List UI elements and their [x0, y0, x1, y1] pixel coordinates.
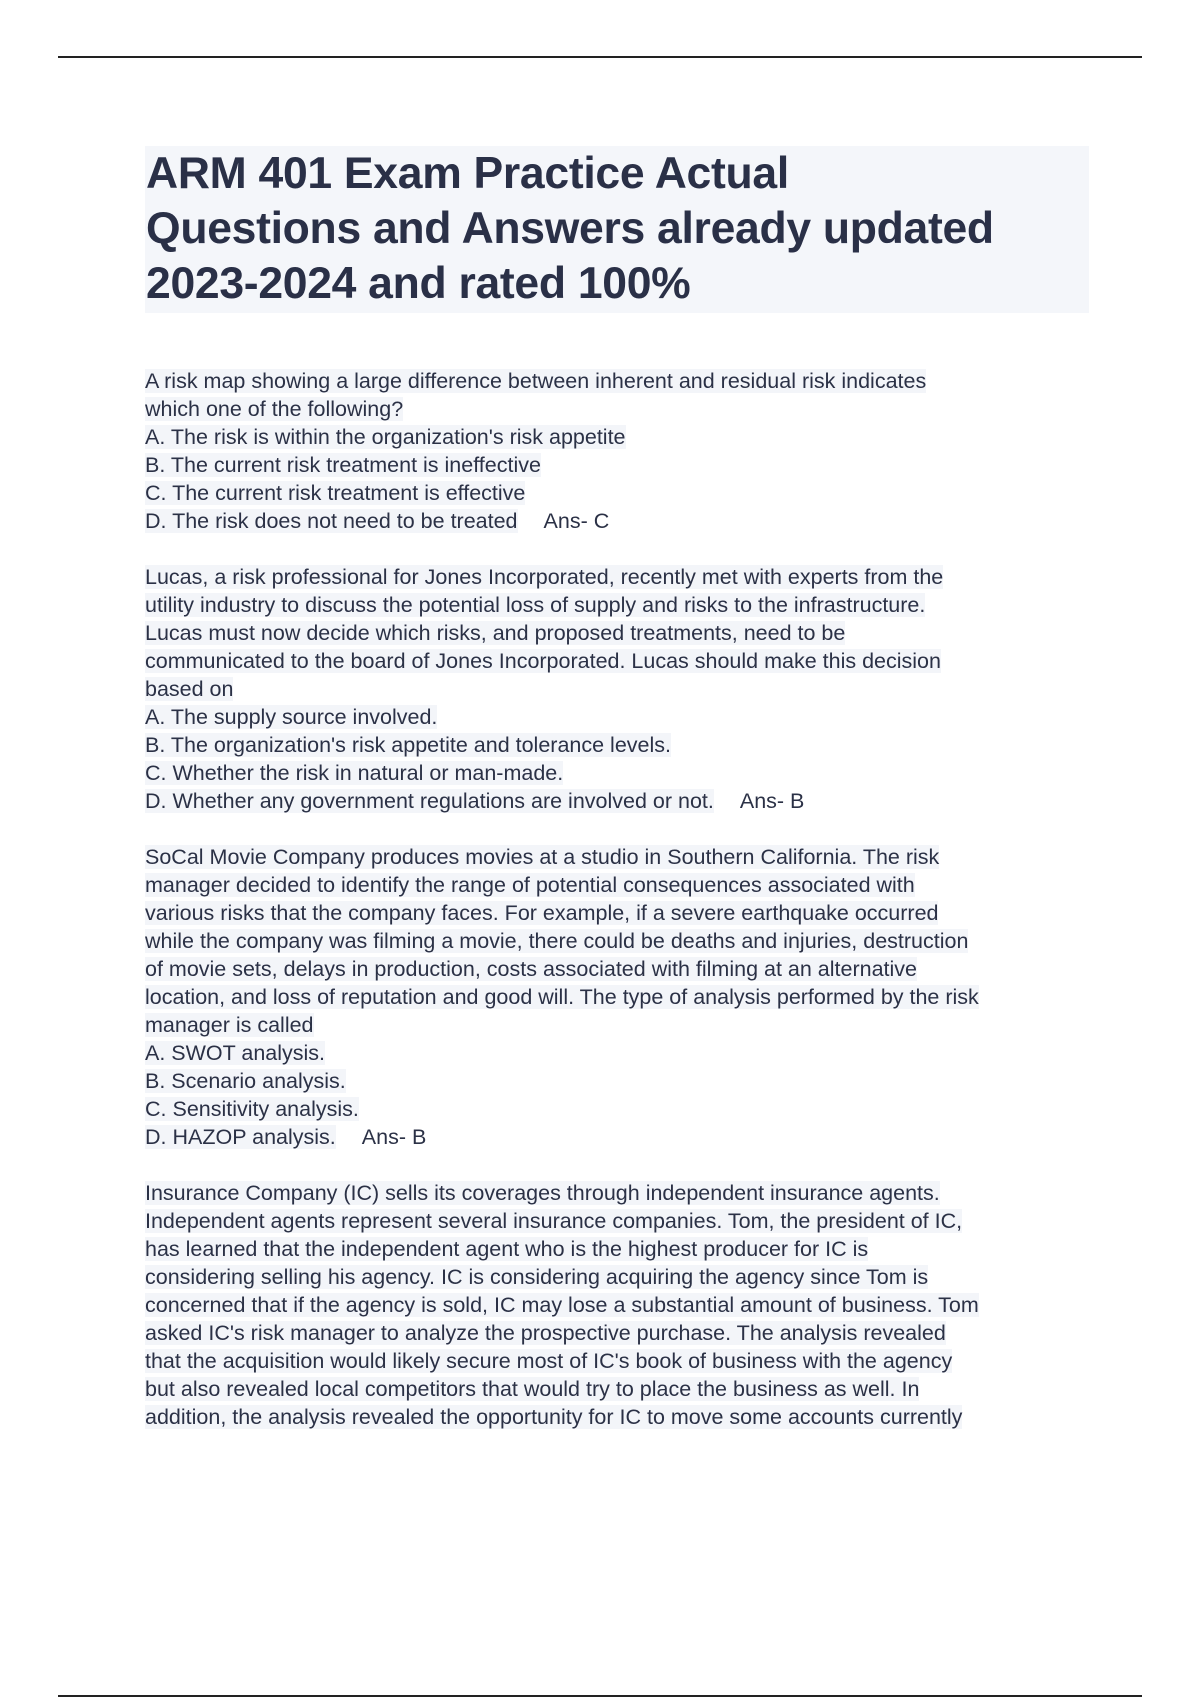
question-stem-line: utility industry to discuss the potential loss of supply and risks to the infrastructure. [145, 593, 926, 617]
top-rule [58, 56, 1142, 58]
title-line: 2023-2024 and rated 100% [146, 259, 691, 308]
question-stem-line: Lucas, a risk professional for Jones Incorporated, recently met with experts from the [145, 565, 944, 589]
answer-key: Ans- B [361, 1125, 427, 1149]
answer-option: C. Sensitivity analysis. [145, 1097, 359, 1121]
questions-list [145, 367, 1095, 1459]
question-stem-line: A risk map showing a large difference between inherent and residual risk indicates [145, 369, 927, 393]
question-stem-line: location, and loss of reputation and good will. The type of analysis performed by the risk [145, 985, 979, 1009]
question-stem-line: Lucas must now decide which risks, and proposed treatments, need to be [145, 621, 846, 645]
answer-option: B. The current risk treatment is ineffective [145, 453, 541, 477]
question-stem-line: has learned that the independent agent who is the highest producer for IC is [145, 1237, 869, 1261]
question-stem-line: that the acquisition would likely secure most of IC's book of business with the agency [145, 1349, 953, 1373]
question-stem-line: of movie sets, delays in production, costs associated with filming at an alternative [145, 957, 917, 981]
answer-key: Ans- B [739, 789, 805, 813]
answer-option: D. The risk does not need to be treated Ans- C [145, 509, 610, 533]
question-stem-line: Independent agents represent several insurance companies. Tom, the president of IC, [145, 1209, 963, 1233]
answer-option: A. SWOT analysis. [145, 1041, 326, 1065]
answer-key: Ans- C [543, 509, 610, 533]
question-stem-line: which one of the following? [145, 397, 404, 421]
answer-option: B. The organization's risk appetite and tolerance levels. [145, 733, 671, 757]
question-block [145, 367, 1095, 535]
question-stem-line: asked IC's risk manager to analyze the prospective purchase. The analysis revealed [145, 1321, 946, 1345]
question-block [145, 843, 1095, 1151]
question-stem-line: communicated to the board of Jones Incorporated. Lucas should make this decision [145, 649, 941, 673]
question-stem-line: considering selling his agency. IC is considering acquiring the agency since Tom is [145, 1265, 929, 1289]
question-stem-line: SoCal Movie Company produces movies at a studio in Southern California. The risk [145, 845, 940, 869]
answer-option: A. The supply source involved. [145, 705, 438, 729]
question-block [145, 563, 1095, 815]
title-line: Questions and Answers already updated [146, 204, 994, 253]
question-stem-line: based on [145, 677, 234, 701]
answer-option: C. The current risk treatment is effective [145, 481, 526, 505]
answer-option: C. Whether the risk in natural or man-made. [145, 761, 564, 785]
title-line: ARM 401 Exam Practice Actual [146, 149, 789, 198]
answer-option: D. HAZOP analysis. Ans- B [145, 1125, 427, 1149]
question-stem-line: but also revealed local competitors that would try to place the business as well. In [145, 1377, 920, 1401]
answer-option: B. Scenario analysis. [145, 1069, 346, 1093]
question-stem-line: addition, the analysis revealed the opportunity for IC to move some accounts currently [145, 1405, 963, 1429]
answer-option: D. Whether any government regulations are involved or not. Ans- B [145, 789, 805, 813]
question-stem-line: concerned that if the agency is sold, IC may lose a substantial amount of business. Tom [145, 1293, 979, 1317]
answer-option: A. The risk is within the organization's risk appetite [145, 425, 626, 449]
document-title [145, 146, 1089, 311]
question-stem-line: manager is called [145, 1013, 314, 1037]
question-stem-line: manager decided to identify the range of potential consequences associated with [145, 873, 915, 897]
bottom-rule [58, 1695, 1142, 1697]
title-block [145, 146, 1089, 313]
question-stem-line: various risks that the company faces. For example, if a severe earthquake occurred [145, 901, 939, 925]
question-stem-line: Insurance Company (IC) sells its coverages through independent insurance agents. [145, 1181, 940, 1205]
question-block [145, 1179, 1095, 1431]
question-stem-line: while the company was filming a movie, there could be deaths and injuries, destruction [145, 929, 969, 953]
